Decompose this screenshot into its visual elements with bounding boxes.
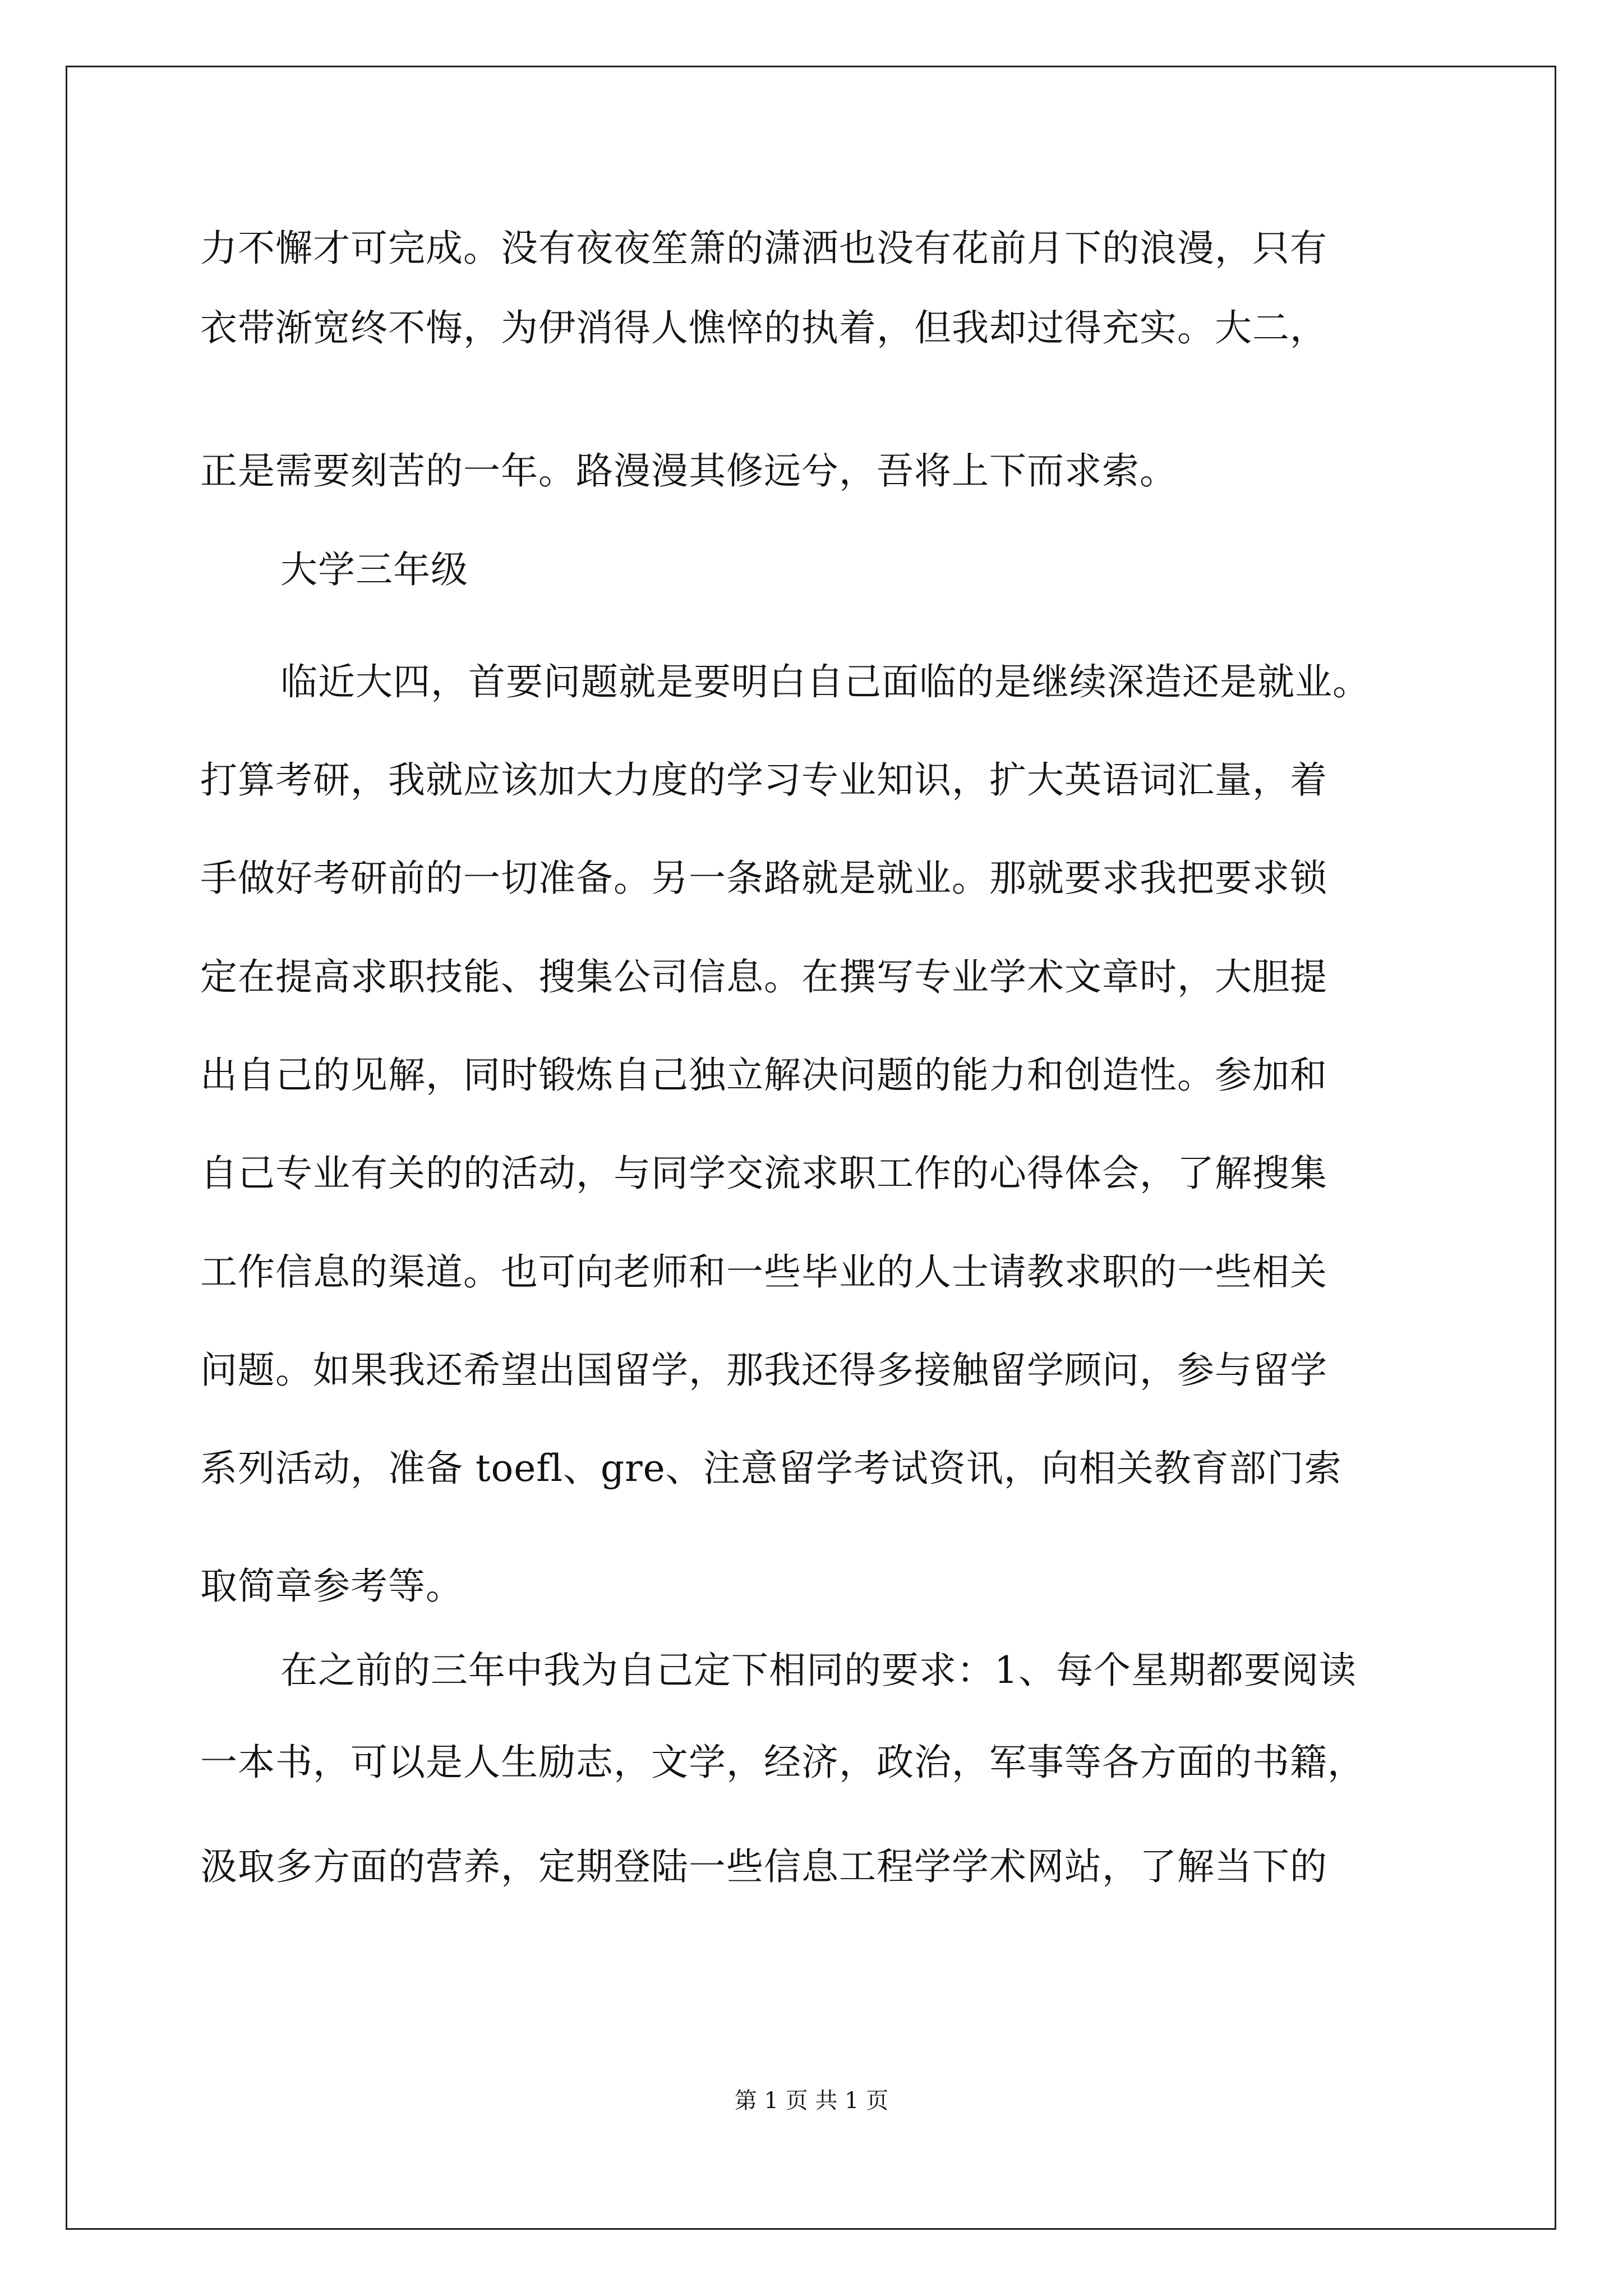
text-line: 正是需要刻苦的一年。路漫漫其修远兮，吾将上下而求索。 — [200, 449, 1177, 493]
text-line: 问题。如果我还希望出国留学，那我还得多接触留学顾问，参与留学 — [200, 1349, 1327, 1392]
page-number-footer: 第 1 页 共 1 页 — [734, 2088, 889, 2114]
text-line: 出自己的见解，同时锻炼自己独立解决问题的能力和创造性。参加和 — [200, 1053, 1327, 1097]
text-line: 力不懈才可完成。没有夜夜笙箫的潇洒也没有花前月下的浪漫，只有 — [200, 227, 1327, 270]
text-line: 系列活动，准备 toefl、gre、注意留学考试资讯，向相关教育部门索 — [200, 1447, 1342, 1490]
text-line: 定在提高求职技能、搜集公司信息。在撰写专业学术文章时，大胆提 — [200, 955, 1327, 999]
text-line: 工作信息的渠道。也可向老师和一些毕业的人士请教求职的一些相关 — [200, 1250, 1327, 1294]
text-line: 自己专业有关的的活动，与同学交流求职工作的心得体会，了解搜集 — [200, 1152, 1327, 1195]
text-line: 衣带渐宽终不悔，为伊消得人憔悴的执着，但我却过得充实。大二， — [200, 306, 1327, 349]
text-line: 打算考研，我就应该加大力度的学习专业知识，扩大英语词汇量，着 — [200, 758, 1327, 802]
text-line: 一本书，可以是人生励志，文学，经济，政治，军事等各方面的书籍， — [200, 1741, 1365, 1784]
text-line: 汲取多方面的营养，定期登陆一些信息工程学学术网站，了解当下的 — [200, 1845, 1327, 1888]
text-line: 临近大四，首要问题就是要明白自己面临的是继续深造还是就业。 — [280, 660, 1370, 703]
page-border — [66, 66, 1556, 2230]
text-line: 取简章参考等。 — [200, 1565, 463, 1608]
section-heading: 大学三年级 — [280, 548, 468, 591]
text-line: 手做好考研前的一切准备。另一条路就是就业。那就要求我把要求锁 — [200, 857, 1327, 900]
text-line: 在之前的三年中我为自己定下相同的要求：1、每个星期都要阅读 — [280, 1649, 1357, 1692]
